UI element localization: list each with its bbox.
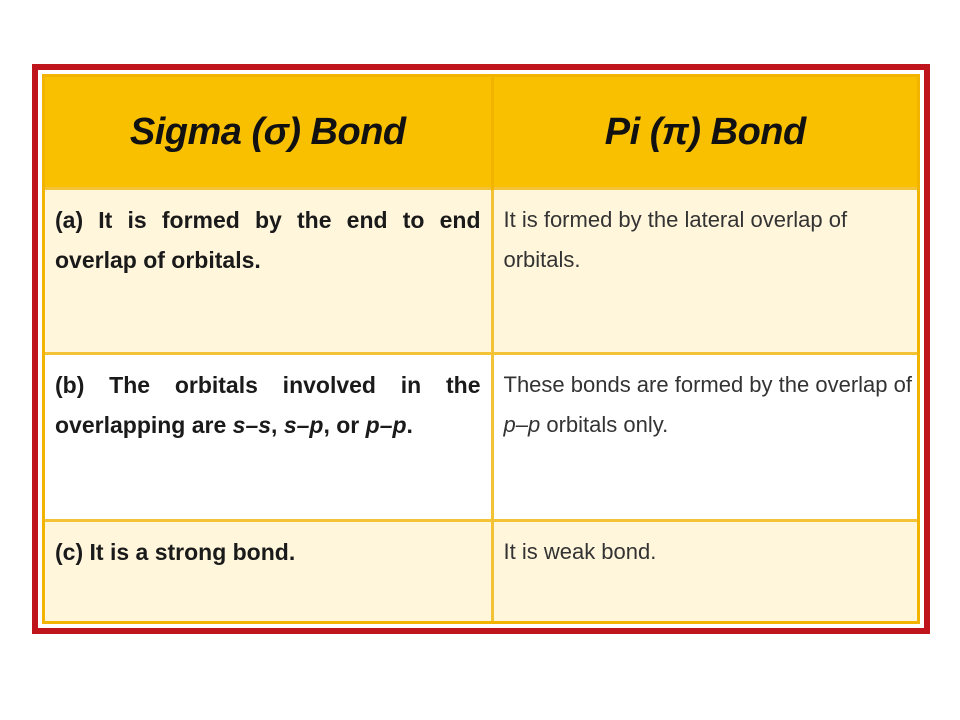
sep-1: ,	[271, 412, 284, 438]
sigma-a-line-1: (a) It is formed by the end to end	[55, 207, 481, 233]
pi-cell-b	[492, 354, 917, 521]
pi-a-line-2: orbitals.	[503, 247, 581, 272]
pi-b-line-2	[504, 405, 908, 445]
pi-b-text: orbitals only.	[540, 412, 669, 437]
term-s-p: s–p	[283, 412, 324, 438]
pi-c-line-1: It is weak bond.	[503, 539, 657, 564]
sigma-b-text: overlapping are	[55, 412, 233, 438]
pi-cell-a	[492, 189, 917, 354]
sep-3: .	[406, 412, 413, 438]
table-row	[45, 521, 917, 622]
slide-frame	[32, 64, 930, 634]
pi-a-line-1: It is formed by the lateral overlap of	[503, 207, 848, 232]
sigma-cell-c	[45, 521, 492, 622]
sigma-a-line-2: overlap of orbitals.	[55, 247, 261, 273]
table-header-row	[45, 77, 917, 189]
comparison-table	[45, 77, 917, 621]
sigma-cell-b	[45, 354, 492, 521]
sigma-b-line-1: (b) The orbitals involved in the	[55, 372, 481, 398]
comparison-table-container	[42, 74, 920, 624]
term-s-s: s–s	[232, 412, 272, 438]
term-p-p: p–p	[365, 412, 407, 438]
sigma-cell-a	[45, 189, 492, 354]
pi-term-p-p: p–p	[503, 412, 541, 437]
table-row	[45, 354, 917, 521]
pi-b-line-1: These bonds are formed by the overlap of	[503, 372, 912, 397]
sep-2: , or	[323, 412, 366, 438]
header-pi-bond: Pi (π) Bond	[492, 77, 917, 189]
table-row	[45, 189, 917, 354]
header-sigma-bond: Sigma (σ) Bond	[45, 77, 492, 189]
sigma-b-line-2	[55, 405, 481, 445]
sigma-c-line-1: (c) It is a strong bond.	[55, 539, 296, 565]
pi-cell-c	[492, 521, 917, 622]
